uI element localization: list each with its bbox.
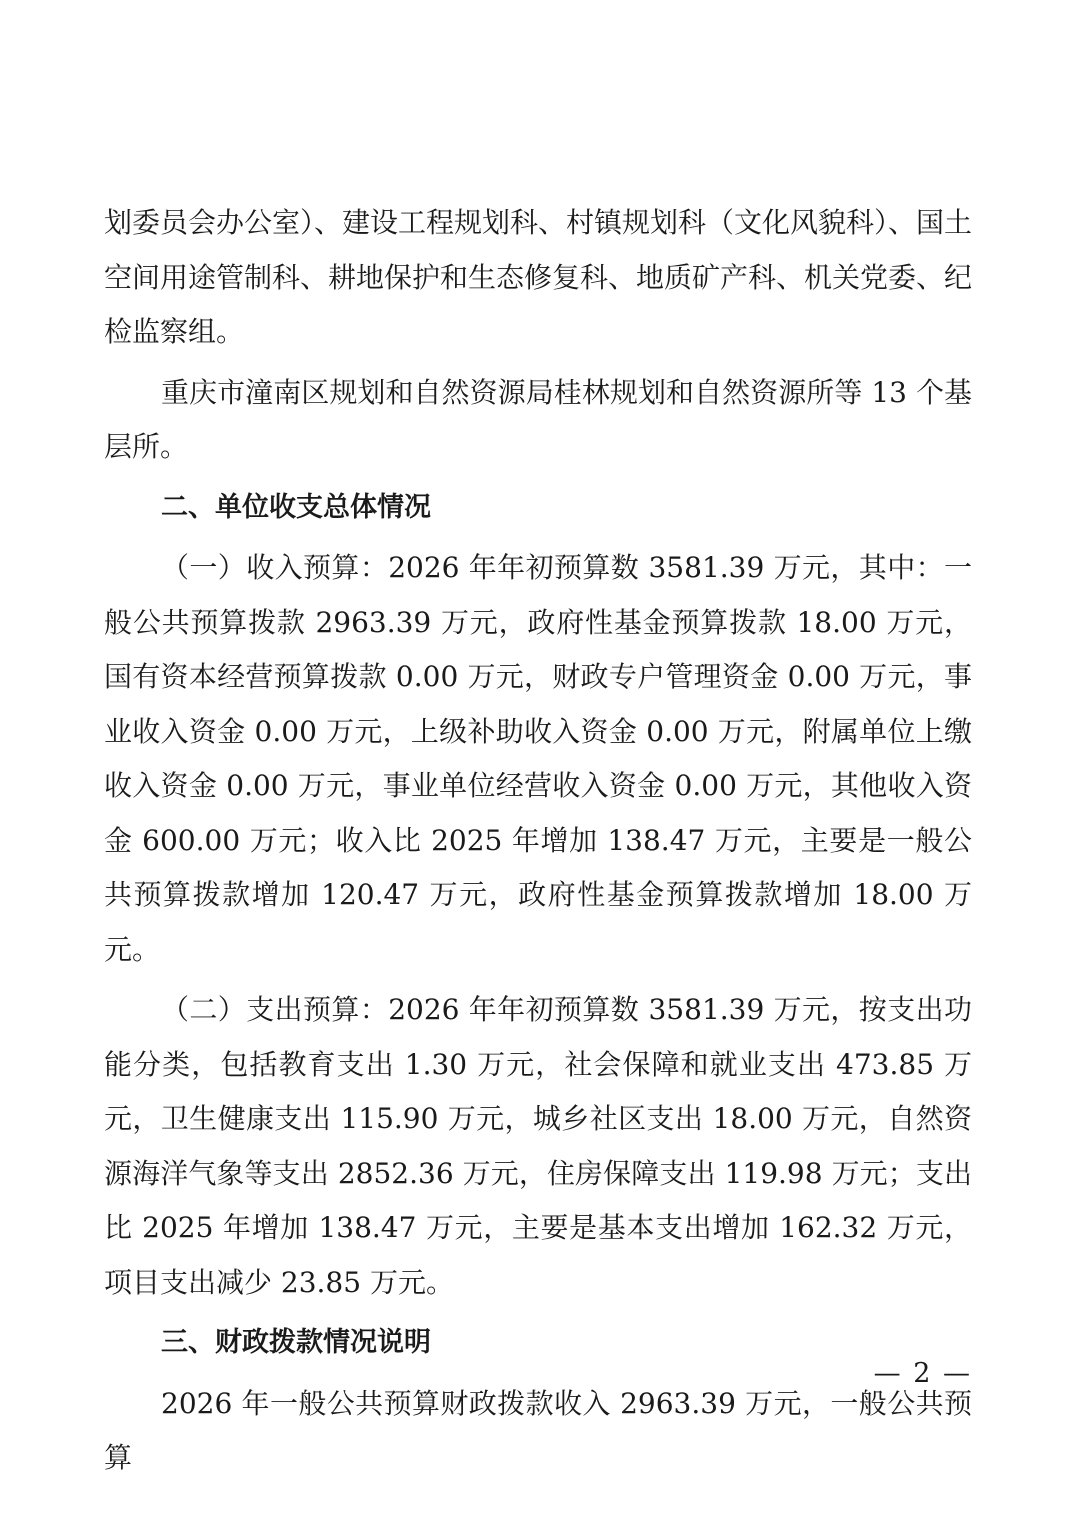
paragraph-department-list: 划委员会办公室）、建设工程规划科、村镇规划科（文化风貌科）、国土空间用途管制科、耕地保护和生态修复科、地质矿产科、机关党委、纪检监察组。 xyxy=(104,206,973,348)
paragraph-grassroots-offices: 重庆市潼南区规划和自然资源局桂林规划和自然资源所等 13 个基层所。 xyxy=(104,375,972,463)
page-number: — 2 — xyxy=(873,1358,972,1389)
document-body xyxy=(104,196,972,1486)
section-heading-fiscal-appropriation: 三、财政拨款情况说明 xyxy=(161,1327,431,1358)
paragraph-general-budget: 2026 年一般公共预算财政拨款收入 2963.39 万元，一般公共预算 xyxy=(104,1386,972,1474)
paragraph-income-budget: （一）收入预算：2026 年年初预算数 3581.39 万元，其中：一般公共预算拨款 2963.39 万元，政府性基金预算拨款 18.00 万元，国有资本经营预算拨款 0.00 万元，财政专户管理资金 0.00 万元，事业收入资金 0.00 万元，上级补助收入资金 0.00 万元，附属单位上缴收入资金 0.00 万元，事业单位经营收入资金 0.00 万元，其他收入资金 600.00 万元；收入比 2025 年增加 138.47 万元，主要是一般公共预算拨款增加 120.47 万元，政府性基金预算拨款增加 18.00 万元。 xyxy=(104,551,972,966)
paragraph-expenditure-budget: （二）支出预算：2026 年年初预算数 3581.39 万元，按支出功能分类，包括教育支出 1.30 万元，社会保障和就业支出 473.85 万元，卫生健康支出 115.90 万元，城乡社区支出 18.00 万元，自然资源海洋气象等支出 2852.36 万元，住房保障支出 119.98 万元；支出比 2025 年增加 138.47 万元，主要是基本支出增加 162.32 万元，项目支出减少 23.85 万元。 xyxy=(104,993,972,1299)
section-heading-income-expenditure: 二、单位收支总体情况 xyxy=(161,491,431,523)
